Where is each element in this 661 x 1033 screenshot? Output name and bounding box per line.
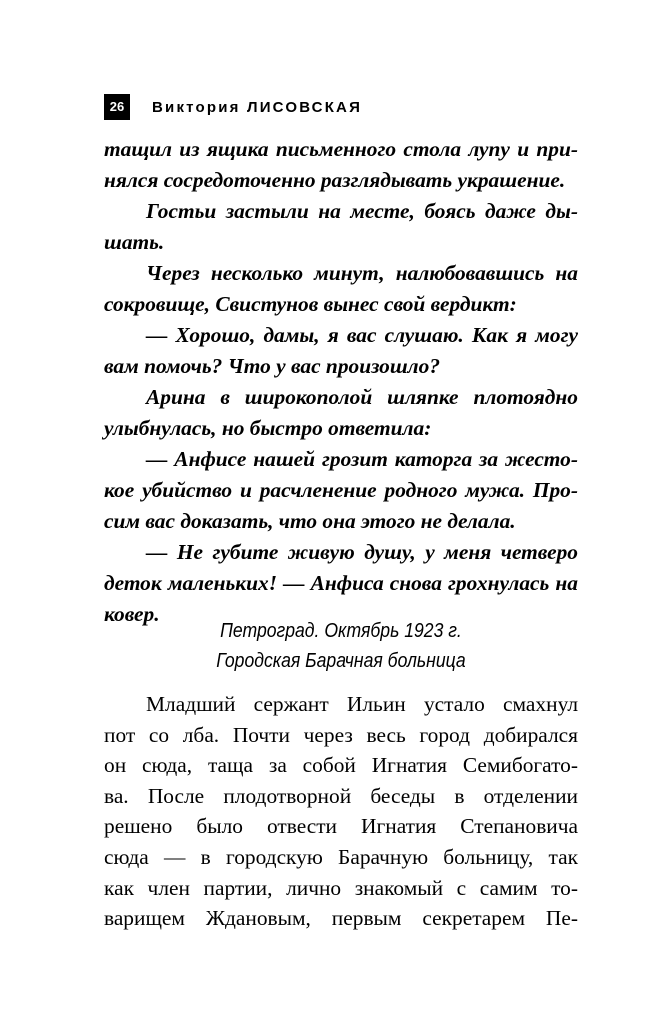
body-paragraph (104, 689, 578, 934)
paragraph (104, 258, 578, 320)
section-heading-location: Городская Барачная больница (216, 650, 466, 672)
text-line: — Не губите живую душу, у меня четверо (146, 540, 578, 564)
text-line: вам помочь? Что у вас произошло? (104, 354, 441, 378)
text-line: улыбнулась, но быстро ответила: (104, 416, 432, 440)
text-line: нялся сосредоточенно разглядывать украшение. (104, 168, 566, 192)
page-number: 26 (104, 94, 130, 120)
text-line: Младший сержант Ильин устало смахнул (146, 692, 578, 716)
text-line: Арина в широкополой шляпке плотоядно (146, 385, 578, 409)
text-line: деток маленьких! — Анфиса снова грохнулась на (104, 571, 578, 595)
running-head (104, 94, 362, 120)
running-title: Виктория ЛИСОВСКАЯ (152, 98, 363, 116)
italic-text-block (104, 134, 578, 630)
section-heading-place-date: Петроград. Октябрь 1923 г. (220, 620, 462, 642)
text-line: кое убийство и расчленение родного мужа. Про- (104, 478, 578, 502)
paragraph (104, 382, 578, 444)
section-heading (132, 616, 549, 676)
text-line: ковер. (104, 602, 160, 626)
text-line: тащил из ящика письменного стола лупу и при- (104, 137, 578, 161)
text-line: пот со лба. Почти через весь город добирался (104, 722, 578, 747)
text-line: как член партии, лично знакомый с самим то- (104, 875, 578, 900)
text-line: варищем Ждановым, первым секретарем Пе- (104, 906, 578, 931)
paragraph (104, 196, 578, 258)
text-line: сюда — в городскую Барачную больницу, так (104, 844, 578, 869)
text-line: сокровище, Свистунов вынес свой вердикт: (104, 292, 517, 316)
text-line: Через несколько минут, налюбовавшись на (146, 261, 578, 285)
paragraph (104, 320, 578, 382)
text-line: шать. (104, 230, 165, 254)
paragraph (104, 444, 578, 537)
paragraph (104, 134, 578, 196)
text-line: сим вас доказать, что она этого не делала. (104, 509, 516, 533)
text-line: ва. После плодотворной беседы в отделении (104, 783, 578, 808)
text-line: — Хорошо, дамы, я вас слушаю. Как я могу (146, 323, 578, 347)
text-line: он сюда, таща за собой Игнатия Семибогато- (104, 753, 578, 778)
text-line: Гостьи застыли на месте, боясь даже ды- (146, 199, 578, 223)
text-line: решено было отвести Игнатия Степановича (104, 814, 578, 839)
text-line: — Анфисе нашей грозит каторга за жесто- (146, 447, 578, 471)
